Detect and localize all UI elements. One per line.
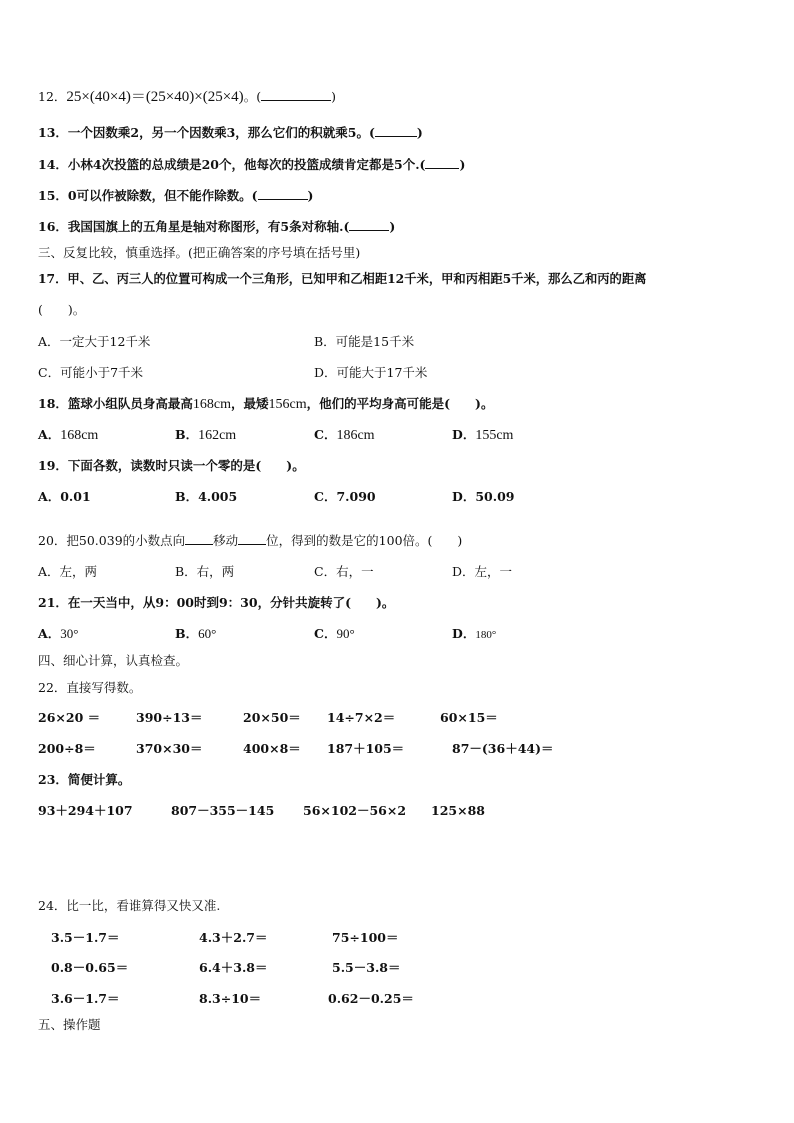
question-21: 21．在一天当中，从9：00时到9：30，分针共旋转了( )。 — [38, 595, 395, 610]
question-18 — [38, 395, 493, 414]
question-20-mid: 移动 — [213, 533, 239, 548]
question-14 — [38, 156, 465, 174]
min-height-value: 156cm — [268, 397, 307, 412]
option-d[interactable]: D．50.09 — [452, 489, 515, 504]
calc-item: 125×88 — [431, 803, 485, 818]
question-13 — [38, 124, 423, 142]
option-letter: C． — [314, 427, 337, 442]
option-letter: B． — [175, 427, 199, 442]
option-value: 60° — [198, 626, 217, 641]
option-d[interactable] — [452, 426, 513, 445]
question-24: 24．比一比，看谁算得又快又准. — [38, 898, 221, 913]
calc-item: 807－355－145 — [171, 803, 275, 818]
calc-item: 390÷13＝ — [136, 710, 203, 725]
option-c[interactable] — [314, 426, 375, 445]
option-letter: B． — [175, 626, 199, 641]
option-c[interactable]: C．右，一 — [314, 564, 374, 579]
option-d[interactable] — [452, 625, 496, 644]
question-18-tail: ，他们的平均身高可能是( )。 — [306, 396, 494, 411]
calc-item: 3.6－1.7＝ — [51, 991, 120, 1006]
answer-blank[interactable] — [349, 218, 389, 231]
calc-item: 14÷7×2＝ — [327, 710, 396, 725]
max-height-value: 168cm — [192, 397, 232, 412]
question-12-close: ) — [331, 89, 336, 104]
calc-item: 60×15＝ — [440, 710, 498, 725]
option-b[interactable] — [175, 625, 216, 643]
option-value: 180° — [475, 629, 497, 641]
answer-blank[interactable] — [375, 124, 417, 137]
option-a[interactable] — [38, 625, 78, 643]
answer-blank[interactable] — [185, 532, 213, 545]
calc-item: 400×8＝ — [243, 741, 301, 756]
calc-item: 56×102－56×2 — [303, 803, 407, 818]
question-13-text: 一个因数乘2，另一个因数乘3，那么它们的积就乘5。( — [67, 125, 375, 140]
calc-item: 87－(36＋44)＝ — [452, 741, 554, 756]
option-value: 90° — [336, 626, 355, 641]
answer-blank[interactable] — [261, 88, 331, 101]
option-value: 186cm — [336, 428, 375, 443]
option-d[interactable]: D．可能大于17千米 — [314, 365, 428, 380]
question-20 — [38, 532, 462, 550]
option-a[interactable] — [38, 426, 98, 445]
option-value: 155cm — [475, 428, 514, 443]
option-letter: D． — [452, 427, 476, 442]
option-b[interactable]: B．右，两 — [175, 564, 235, 579]
option-b[interactable] — [175, 426, 236, 445]
question-number: 16． — [38, 219, 68, 234]
question-12 — [38, 88, 336, 106]
option-letter: A． — [38, 427, 61, 442]
question-12-equation: 25×(40×4)＝(25×40)×(25×4) — [66, 89, 244, 105]
calc-item: 26×20 ＝ — [38, 710, 101, 725]
section-5-heading: 五、操作题 — [38, 1017, 101, 1032]
section-3-heading: 三、反复比较，慎重选择。(把正确答案的序号填在括号里) — [38, 245, 361, 260]
answer-blank[interactable] — [258, 187, 308, 200]
calc-item: 370×30＝ — [136, 741, 203, 756]
question-18-mid: ，最矮 — [231, 396, 269, 411]
question-14-close: ) — [459, 157, 466, 172]
question-22: 22．直接写得数。 — [38, 680, 142, 695]
calc-item: 5.5－3.8＝ — [332, 960, 401, 975]
question-number: 14． — [38, 157, 68, 172]
question-16-close: ) — [389, 219, 396, 234]
calc-item: 75÷100＝ — [332, 930, 399, 945]
question-15-text: 0可以作被除数，但不能作除数。( — [67, 188, 258, 203]
question-20-text: 20．把50.039的小数点向 — [38, 533, 186, 548]
question-16 — [38, 218, 395, 236]
option-c[interactable]: C．可能小于7千米 — [38, 365, 144, 380]
calc-item: 0.8－0.65＝ — [51, 960, 129, 975]
question-13-close: ) — [416, 125, 423, 140]
question-17: 17．甲、乙、丙三人的位置可构成一个三角形，已知甲和乙相距12千米，甲和丙相距5千米，那么乙和丙的距离 — [38, 271, 647, 286]
answer-blank[interactable] — [238, 532, 266, 545]
option-letter: D． — [452, 626, 476, 641]
option-letter: A． — [38, 626, 61, 641]
calc-item: 0.62－0.25＝ — [328, 991, 414, 1006]
calc-item: 187＋105＝ — [327, 741, 405, 756]
question-16-text: 我国国旗上的五角星是轴对称图形，有5条对称轴.( — [67, 219, 350, 234]
option-a[interactable]: A．0.01 — [38, 489, 91, 504]
question-23: 23．简便计算。 — [38, 772, 131, 787]
answer-blank[interactable] — [425, 156, 459, 169]
section-4-heading: 四、细心计算，认真检查。 — [38, 653, 189, 668]
question-18-text: 18．篮球小组队员身高最高 — [38, 396, 193, 411]
option-c[interactable]: C．7.090 — [314, 489, 376, 504]
question-number: 13． — [38, 125, 68, 140]
option-value: 168cm — [60, 428, 99, 443]
option-a[interactable]: A．一定大于12千米 — [38, 334, 151, 349]
question-14-text: 小林4次投篮的总成绩是20个，他每次的投篮成绩肯定都是5个.( — [67, 157, 426, 172]
question-number: 12． — [38, 89, 67, 104]
option-d[interactable]: D．左，一 — [452, 564, 513, 579]
option-a[interactable]: A．左，两 — [38, 564, 98, 579]
question-15-close: ) — [307, 188, 314, 203]
calc-item: 8.3÷10＝ — [199, 991, 262, 1006]
option-letter: C． — [314, 626, 337, 641]
option-value: 30° — [60, 626, 79, 641]
option-b[interactable]: B．可能是15千米 — [314, 334, 415, 349]
question-20-tail: 位，得到的数是它的100倍。( ) — [266, 533, 463, 548]
question-15 — [38, 187, 313, 205]
calc-item: 93＋294＋107 — [38, 803, 133, 818]
calc-item: 6.4＋3.8＝ — [199, 960, 268, 975]
option-value: 162cm — [198, 428, 237, 443]
calc-item: 4.3＋2.7＝ — [199, 930, 268, 945]
question-number: 15． — [38, 188, 68, 203]
option-b[interactable]: B．4.005 — [175, 489, 238, 504]
calc-item: 3.5－1.7＝ — [51, 930, 120, 945]
option-c[interactable] — [314, 625, 355, 643]
question-17-bracket: ( )。 — [38, 302, 86, 317]
calc-item: 200÷8＝ — [38, 741, 96, 756]
calc-item: 20×50＝ — [243, 710, 301, 725]
question-12-open: 。( — [243, 89, 262, 104]
question-19: 19．下面各数，读数时只读一个零的是( )。 — [38, 458, 305, 473]
